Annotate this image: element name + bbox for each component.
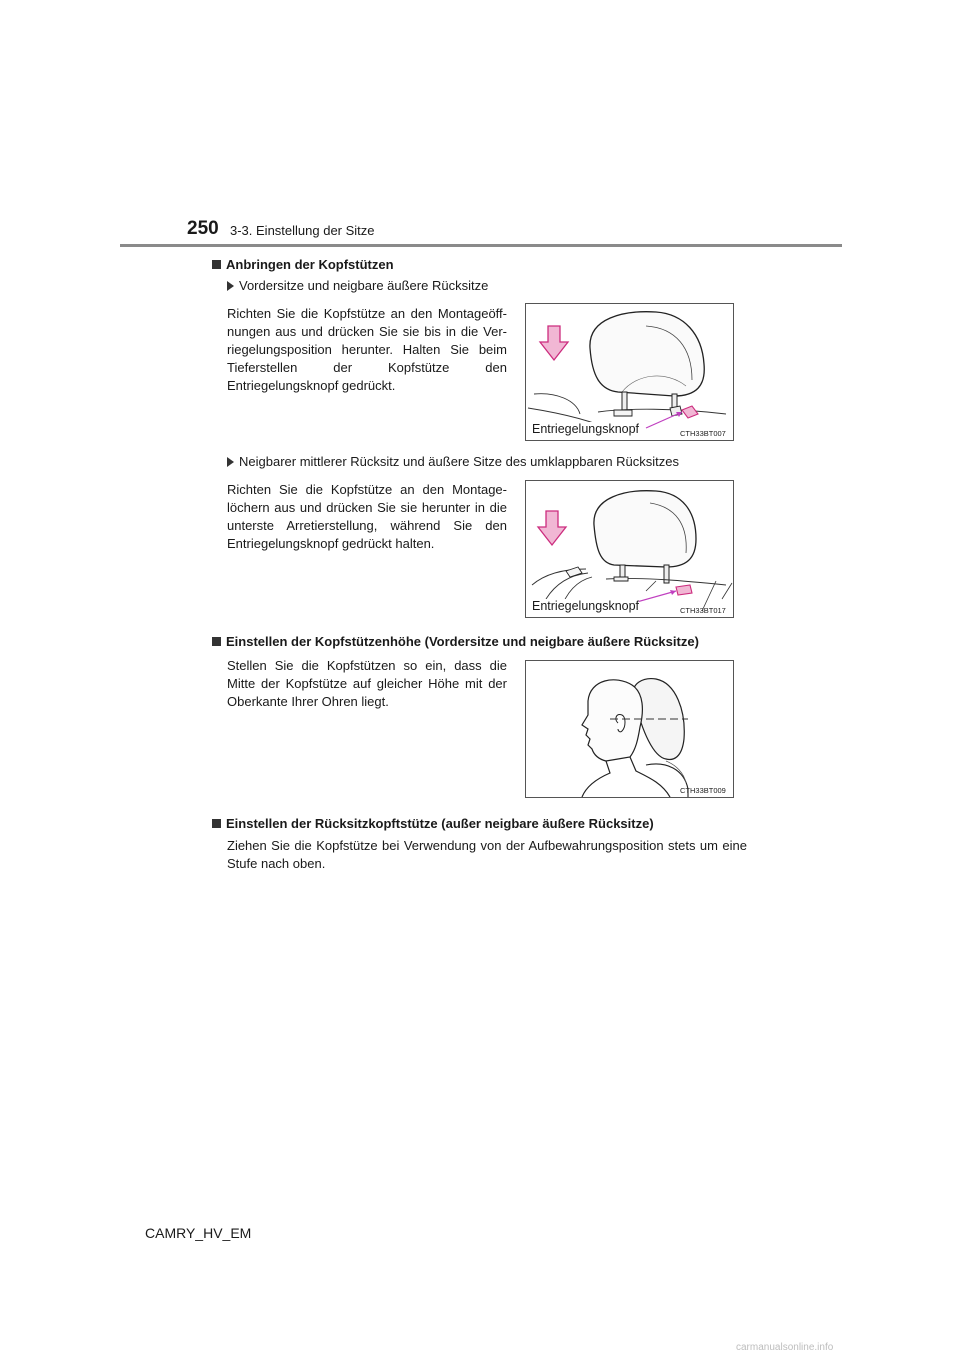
square-bullet-icon [212,637,221,646]
figure-head-height [525,660,734,798]
subheading-rear [227,454,679,470]
figure-hoehe-code: CTH33BT009 [680,786,726,795]
heading-anbringen-text: Anbringen der Kopfstützen [226,257,394,272]
figure-front-headrest [525,303,734,441]
figure-rear-headrest [525,480,734,618]
head-height-illustration [526,661,733,797]
page-number: 250 [187,218,219,239]
triangle-bullet-icon [227,457,234,467]
paragraph-front: Richten Sie die Kopfstütze an den Montageöff-nungen aus und drücken Sie sie bis in die Ver-riegelungsposition herunter. Halten Sie beim Tieferstellen der Kopfstütze den Entriegelungsknopf gedrückt. [227,306,507,393]
figure-front-label: Entriegelungsknopf [532,422,640,436]
heading-anbringen [212,257,394,273]
release-button-icon [682,406,698,418]
square-bullet-icon [212,819,221,828]
figure-front-code: CTH33BT007 [680,429,726,438]
paragraph-ruecksitz: Ziehen Sie die Kopfstütze bei Verwendung von der Aufbewahrungsposition stets um eine Stufe nach oben. [227,838,747,871]
subheading-rear-text: Neigbarer mittlerer Rücksitz und äußere Sitze des umklappbaren Rücksitzes [239,454,680,469]
square-bullet-icon [212,260,221,269]
release-button-icon [676,585,692,595]
triangle-bullet-icon [227,281,234,291]
watermark: carmanualsonline.info [736,1342,834,1353]
section-title: 3-3. Einstellung der Sitze [230,223,375,238]
rear-headrest-illustration [526,481,733,617]
front-headrest-illustration [526,304,733,440]
heading-hoehe [212,634,699,650]
down-arrow-icon [540,326,568,360]
figure-rear-label: Entriegelungsknopf [532,599,640,613]
heading-ruecksitz-text: Einstellen der Rücksitzkopftstütze (außer neigbare äußere Rücksitze) [226,816,654,831]
heading-ruecksitz [212,816,654,832]
model-code: CAMRY_HV_EM [145,1225,252,1241]
header-rule [120,244,842,247]
figure-rear-code: CTH33BT017 [680,606,726,615]
subheading-front [227,278,488,294]
down-arrow-icon [538,511,566,545]
paragraph-hoehe: Stellen Sie die Kopfstützen so ein, dass die Mitte der Kopfstütze auf gleicher Höhe mit der Oberkante Ihrer Ohren liegt. [227,658,507,709]
paragraph-rear: Richten Sie die Kopfstütze an den Montage-löchern aus und drücken Sie sie herunter in die unterste Arretierstellung, während Sie den Entriegelungsknopf gedrückt halten. [227,482,507,551]
heading-hoehe-text: Einstellen der Kopfstützenhöhe (Vordersitze und neigbare äußere Rücksitze) [226,634,699,649]
subheading-front-text: Vordersitze und neigbare äußere Rücksitze [239,278,489,293]
